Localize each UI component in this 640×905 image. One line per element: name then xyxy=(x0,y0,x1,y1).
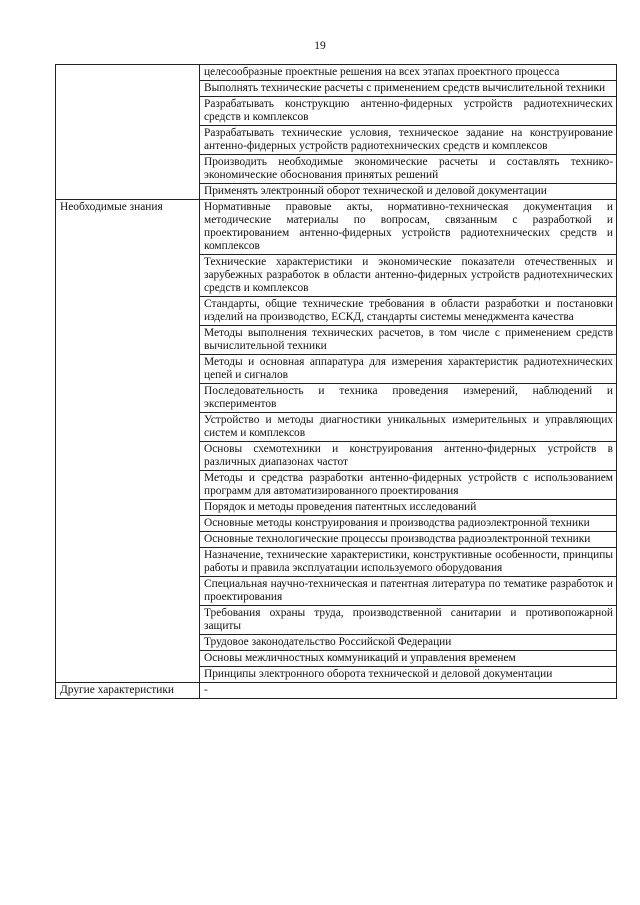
skill-item: Выполнять технические расчеты с применением средств вычислительной техники xyxy=(200,81,617,97)
knowledge-item: Требования охраны труда, производственной санитарии и противопожарной защиты xyxy=(200,606,617,635)
table-row xyxy=(56,683,617,699)
knowledge-item: Методы и основная аппаратура для измерения характеристик радиотехнических цепей и сигналов xyxy=(200,355,617,384)
knowledge-item: Нормативные правовые акты, нормативно-техническая документация и методические материалы по вопросам, связанным с разработкой и проектированием антенно-фидерных устройств радиотехнических средств и комплексов xyxy=(200,200,617,255)
table-row xyxy=(56,200,617,255)
knowledge-item: Методы и средства разработки антенно-фидерных устройств с использованием программ для автоматизированного проектирования xyxy=(200,471,617,500)
skill-item: Разрабатывать технические условия, техническое задание на конструирование антенно-фидерных устройств радиотехнических средств и комплексов xyxy=(200,126,617,155)
table-row xyxy=(56,65,617,81)
knowledge-item: Порядок и методы проведения патентных исследований xyxy=(200,500,617,516)
skill-item: Применять электронный оборот технической и деловой документации xyxy=(200,184,617,200)
other-value: - xyxy=(200,683,617,699)
knowledge-item: Принципы электронного оборота технической и деловой документации xyxy=(200,667,617,683)
skill-item: Разрабатывать конструкцию антенно-фидерных устройств радиотехнических средств и комплексов xyxy=(200,97,617,126)
knowledge-item: Назначение, технические характеристики, конструктивные особенности, принципы работы и правила эксплуатации используемого оборудования xyxy=(200,548,617,577)
knowledge-item: Основы схемотехники и конструирования антенно-фидерных устройств в различных диапазонах частот xyxy=(200,442,617,471)
requirements-table xyxy=(55,64,617,699)
skill-item: Производить необходимые экономические расчеты и составлять технико-экономические обоснования принятых решений xyxy=(200,155,617,184)
knowledge-item: Методы выполнения технических расчетов, в том числе с применением средств вычислительной техники xyxy=(200,326,617,355)
knowledge-item: Трудовое законодательство Российской Федерации xyxy=(200,635,617,651)
knowledge-item: Основные методы конструирования и производства радиоэлектронной техники xyxy=(200,516,617,532)
knowledge-item: Основные технологические процессы производства радиоэлектронной техники xyxy=(200,532,617,548)
page-number: 19 xyxy=(314,40,326,52)
other-label: Другие характеристики xyxy=(56,683,200,699)
empty-label-cell xyxy=(56,65,200,200)
knowledge-label: Необходимые знания xyxy=(56,200,200,683)
knowledge-item: Основы межличностных коммуникаций и управления временем xyxy=(200,651,617,667)
knowledge-item: Специальная научно-техническая и патентная литература по тематике разработок и проектирования xyxy=(200,577,617,606)
skill-item: целесообразные проектные решения на всех этапах проектного процесса xyxy=(200,65,617,81)
knowledge-item: Устройство и методы диагностики уникальных измерительных и управляющих систем и комплексов xyxy=(200,413,617,442)
knowledge-item: Технические характеристики и экономические показатели отечественных и зарубежных разработок в области антенно-фидерных устройств радиотехнических средств и комплексов xyxy=(200,255,617,297)
knowledge-item: Последовательность и техника проведения измерений, наблюдений и экспериментов xyxy=(200,384,617,413)
knowledge-item: Стандарты, общие технические требования в области разработки и постановки изделий на производство, ЕСКД, стандарты системы менеджмента качества xyxy=(200,297,617,326)
